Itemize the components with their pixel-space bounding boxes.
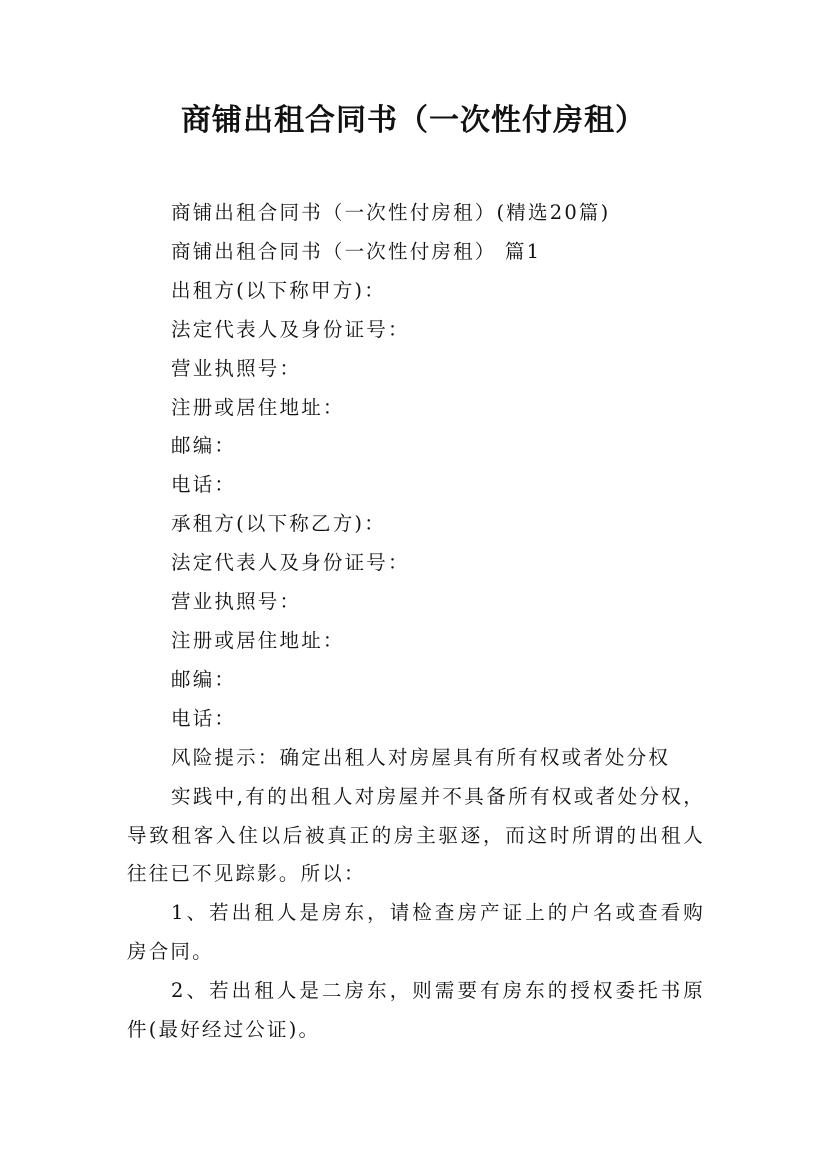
doc-heading-line: 商铺出租合同书（一次性付房租）(精选20篇) — [171, 201, 611, 224]
lessor-label: 出租方(以下称甲方)： — [171, 278, 386, 302]
lessee-postcode-label: 邮编： — [171, 667, 237, 691]
lessee-phone-label: 电话： — [171, 706, 237, 730]
document-body — [127, 194, 705, 1050]
lessee-address-label: 注册或居住地址： — [171, 628, 345, 652]
section-heading: 商铺出租合同书（一次性付房租） 篇1 — [171, 239, 542, 263]
lessee-license-label: 营业执照号： — [171, 590, 302, 614]
lessor-license-label: 营业执照号： — [171, 356, 302, 380]
lessor-address-label: 注册或居住地址： — [171, 395, 345, 419]
lessor-legal-rep-label: 法定代表人及身份证号： — [171, 317, 410, 341]
risk-paragraph: 实践中,有的出租人对房屋并不具备所有权或者处分权，导致租客入住以后被真正的房主驱逐，而这时所谓的出租人往往已不见踪影。所以： — [127, 784, 705, 886]
lessee-label: 承租方(以下称乙方)： — [171, 512, 386, 536]
risk-warning-heading: 风险提示：确定出租人对房屋具有所有权或者处分权 — [171, 745, 671, 769]
lessor-postcode-label: 邮编： — [171, 434, 237, 458]
lessee-legal-rep-label: 法定代表人及身份证号： — [171, 551, 410, 575]
risk-item-1: 1、若出租人是房东，请检查房产证上的户名或查看购房合同。 — [127, 901, 705, 964]
document-title: 商铺出租合同书（一次性付房租） — [181, 103, 646, 138]
risk-item-2: 2、若出租人是二房东，则需要有房东的授权委托书原件(最好经过公证)。 — [127, 979, 705, 1042]
lessor-phone-label: 电话： — [171, 473, 237, 497]
